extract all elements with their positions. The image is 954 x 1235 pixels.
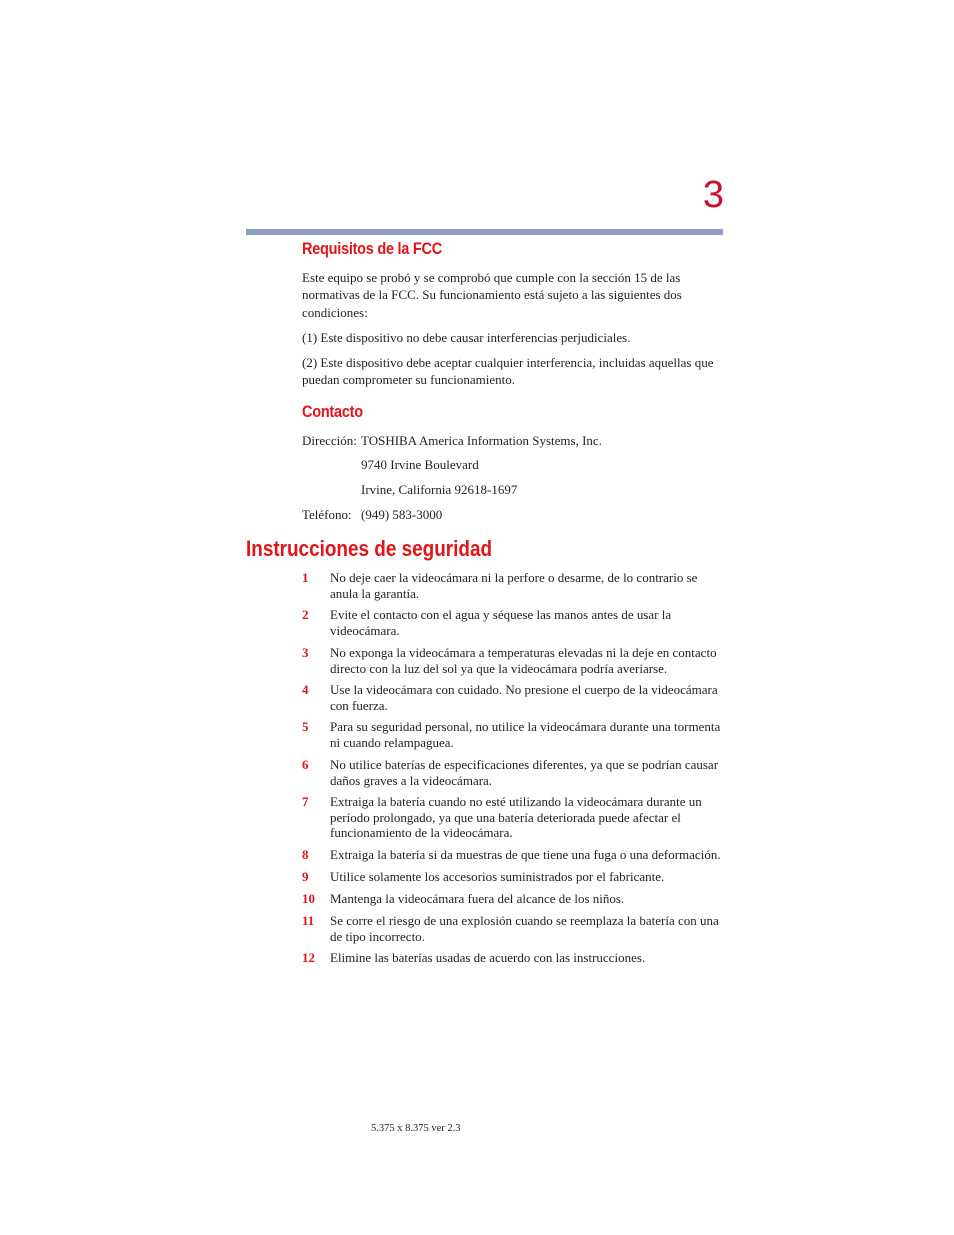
phone-label: Teléfono: [302,507,352,522]
page-number: 3 [702,174,724,216]
address-line: Irvine, California 92618-1697 [361,482,518,497]
list-number: 5 [302,719,309,734]
list-number: 6 [302,757,309,772]
list-number: 10 [302,891,315,906]
list-number: 2 [302,607,309,622]
list-number: 7 [302,794,309,809]
list-number: 11 [302,913,315,928]
list-text: Extraiga la batería si da muestras de que tiene una fuga o una deformación. [330,847,721,862]
address-label: Dirección: [302,433,357,448]
list-number: 3 [302,645,309,660]
list-number: 8 [302,847,309,862]
phone-number: (949) 583-3000 [361,507,443,522]
fcc-condition-1: (1) Este dispositivo no debe causar interferencias perjudiciales. [302,330,631,345]
page-footer: 5.375 x 8.375 ver 2.3 [371,1123,461,1134]
list-text: Use la videocámara con cuidado. No presione el cuerpo de la videocámara con fuerza. [330,682,718,713]
fcc-condition-2: (2) Este dispositivo debe aceptar cualquier interferencia, incluidas aquellas que puedan comprometer su funcionamiento. [302,355,714,388]
list-number: 12 [302,950,315,965]
contact-heading: Contacto [302,403,363,421]
list-text: Para su seguridad personal, no utilice la videocámara durante una tormenta ni cuando relampaguea. [330,719,721,750]
list-number: 1 [302,570,309,585]
address-line: 9740 Irvine Boulevard [361,457,479,472]
list-text: No exponga la videocámara a temperaturas elevadas ni la deje en contacto directo con la luz del sol ya que la videocámara podría averiarse. [330,645,717,676]
list-number: 9 [302,869,309,884]
list-text: Utilice solamente los accesorios suministrados por el fabricante. [330,869,665,884]
list-text: Extraiga la batería cuando no esté utilizando la videocámara durante un período prolongado, ya que una batería deteriorada puede afectar el funcionamiento de la videocámara. [330,794,702,840]
header-rule [246,229,723,235]
address-line: TOSHIBA America Information Systems, Inc. [361,433,602,448]
list-text: No deje caer la videocámara ni la perfore o desarme, de lo contrario se anula la garantía. [330,570,698,601]
fcc-paragraph: Este equipo se probó y se comprobó que cumple con la sección 15 de las normativas de la FCC. Su funcionamiento está sujeto a las siguientes dos condiciones: [302,270,682,320]
list-text: Evite el contacto con el agua y séquese las manos antes de usar la videocámara. [330,607,672,638]
list-number: 4 [302,682,309,697]
list-text: Se corre el riesgo de una explosión cuando se reemplaza la batería con una de tipo incorrecto. [330,913,719,944]
list-text: Elimine las baterías usadas de acuerdo con las instrucciones. [330,950,646,965]
list-text: No utilice baterías de especificaciones diferentes, ya que se podrían causar daños graves a la videocámara. [330,757,719,788]
fcc-heading: Requisitos de la FCC [302,240,442,258]
safety-heading: Instrucciones de seguridad [246,536,493,561]
list-text: Mantenga la videocámara fuera del alcance de los niños. [330,891,625,906]
